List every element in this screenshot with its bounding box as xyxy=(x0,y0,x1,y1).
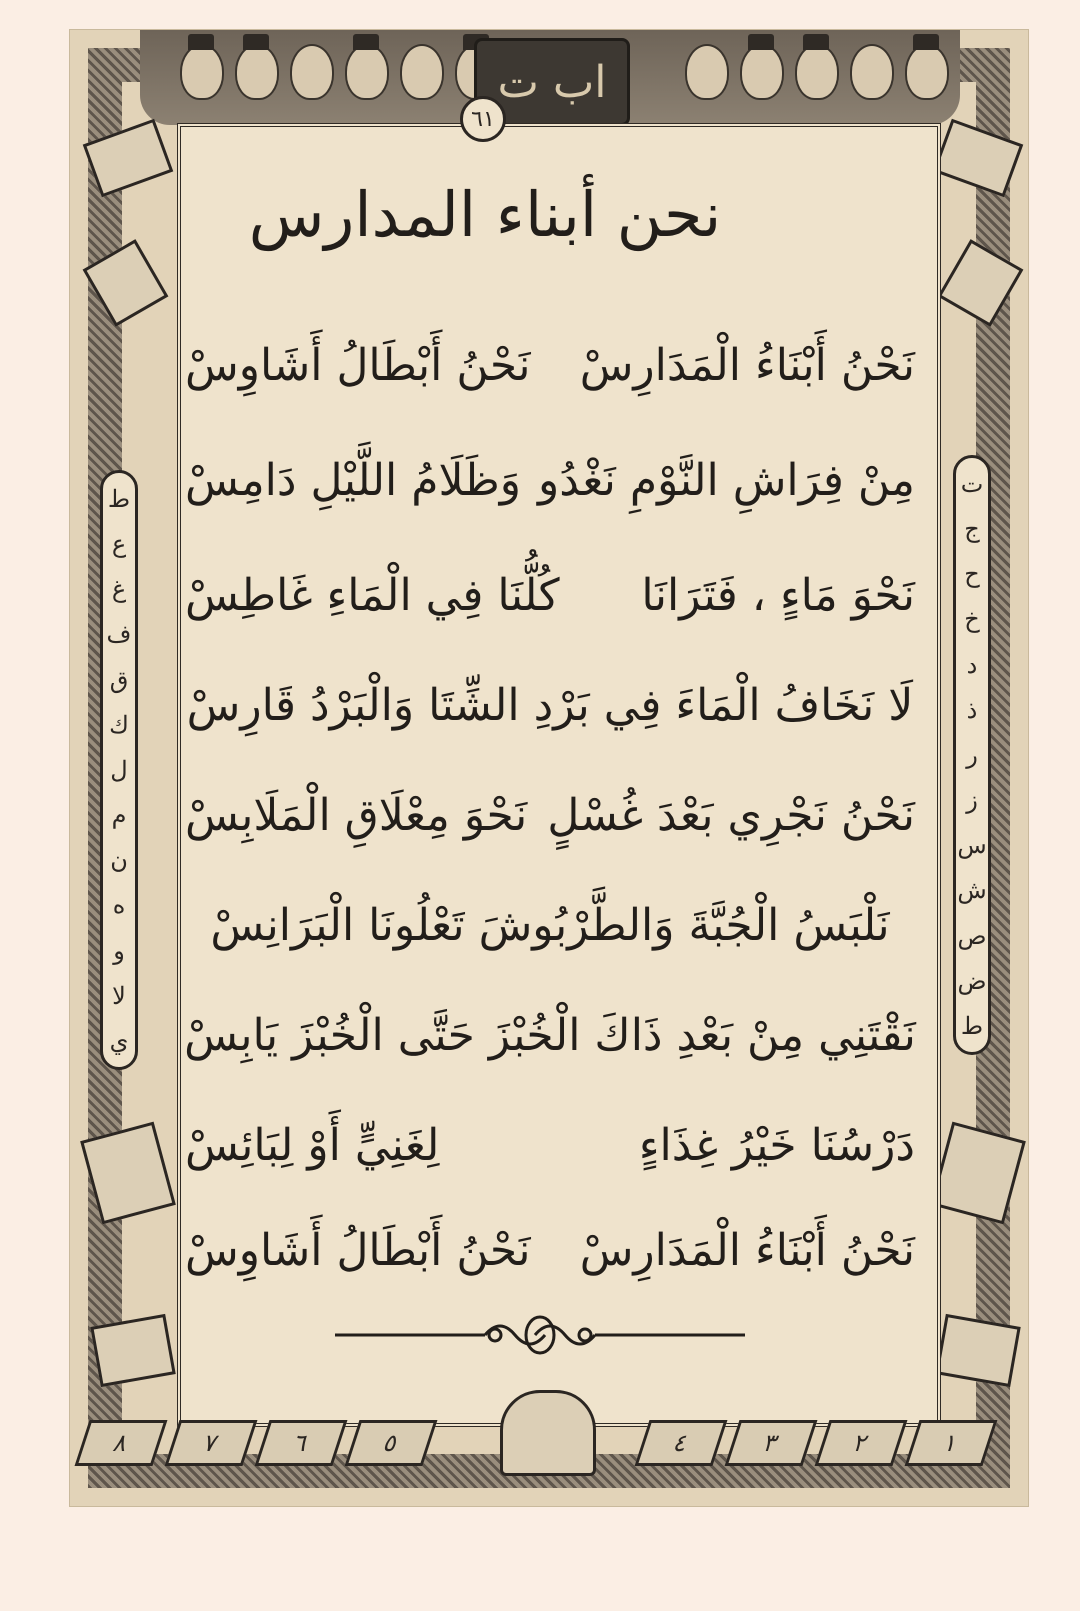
numbers-strip xyxy=(70,1400,962,1470)
number-card: ٣ xyxy=(725,1420,818,1466)
child-face-illustration xyxy=(400,44,444,100)
number-card: ٦ xyxy=(255,1420,348,1466)
poem-line-6 xyxy=(185,885,915,965)
alphabet-letter: ه xyxy=(112,891,126,920)
child-face-illustration xyxy=(850,44,894,100)
alphabet-letter: خ xyxy=(964,605,980,634)
poem-line-9-second-hemistich: نَحْنُ أَبْطَالُ أَشَاوِسْ xyxy=(185,1224,531,1276)
alphabet-letter: لا xyxy=(112,981,126,1010)
alphabet-letter: ع xyxy=(111,530,127,559)
poem-line-3-second-hemistich: كُلُّنَا فِي الْمَاءِ غَاطِسْ xyxy=(185,569,560,621)
alphabet-letter: ط xyxy=(107,485,131,513)
child-face-illustration xyxy=(180,44,224,100)
alphabet-letter: ط xyxy=(960,1011,984,1040)
child-face-illustration xyxy=(235,44,279,100)
poem-line-8 xyxy=(185,1105,915,1185)
poem-line-5-second-hemistich: نَحْوَ مِعْلَاقِ الْمَلَابِسْ xyxy=(185,789,528,841)
poem-line-8-second-hemistich: لِغَنِيٍّ أَوْ لِبَائِسْ xyxy=(185,1119,440,1171)
alphabet-letter: ح xyxy=(964,560,980,589)
ornamental-divider xyxy=(335,1312,745,1358)
child-face-illustration xyxy=(795,44,839,100)
number-card: ٧ xyxy=(165,1420,258,1466)
poem-line-4 xyxy=(185,665,915,745)
number-card: ٤ xyxy=(635,1420,728,1466)
left-alphabet-column xyxy=(100,470,138,1070)
number-card: ١ xyxy=(905,1420,998,1466)
poem-line-9-first-hemistich: نَحْنُ أَبْنَاءُ الْمَدَارِسْ xyxy=(579,1224,915,1276)
number-card: ٢ xyxy=(815,1420,908,1466)
alphabet-letter: ذ xyxy=(966,695,978,724)
poem-line-2-second-hemistich: وَظَلَامُ اللَّيْلِ دَامِسْ xyxy=(185,454,522,506)
poem-line-9 xyxy=(185,1210,915,1290)
poem-line-3-first-hemistich: نَحْوَ مَاءٍ ، فَتَرَانَا xyxy=(641,569,915,621)
alphabet-letter: ج xyxy=(964,515,980,544)
number-card: ٥ xyxy=(345,1420,438,1466)
alphabet-letter: ص xyxy=(957,921,987,950)
child-face-illustration xyxy=(685,44,729,100)
child-face-illustration xyxy=(740,44,784,100)
poem-line-4-text: لَا نَخَافُ الْمَاءَ فِي بَرْدِ الشِّتَا وَالْبَرْدُ قَارِسْ xyxy=(186,679,914,731)
alphabet-letter: ر xyxy=(966,740,978,769)
alphabet-letter: ت xyxy=(960,470,984,498)
alphabet-letter: ق xyxy=(109,665,129,694)
alphabet-plate-text: اب ت xyxy=(497,56,607,108)
child-face-illustration xyxy=(290,44,334,100)
alphabet-letter: ي xyxy=(109,1026,129,1055)
poem-line-1 xyxy=(185,325,915,405)
alphabet-letter: ش xyxy=(957,876,987,905)
notebook-doodle xyxy=(90,1314,175,1387)
poem-title: نحن أبناء المدارس xyxy=(248,178,722,251)
right-alphabet-column xyxy=(953,455,991,1055)
poem-line-3 xyxy=(185,555,915,635)
alphabet-letter: م xyxy=(111,801,127,830)
poem-line-2 xyxy=(185,440,915,520)
alphabet-letter: ز xyxy=(966,786,978,815)
poem-line-7-text: نَقْتَنِي مِنْ بَعْدِ ذَاكَ الْخُبْزَ حَتَّى الْخُبْزَ يَابِسْ xyxy=(184,1009,916,1061)
poem-line-2-first-hemistich: مِنْ فِرَاشِ النَّوْمِ نَغْدُو xyxy=(538,454,915,506)
student-figure-illustration xyxy=(500,1390,596,1476)
number-card: ٨ xyxy=(75,1420,168,1466)
notebook-doodle xyxy=(935,1314,1020,1387)
poem-line-1-first-hemistich: نَحْنُ أَبْنَاءُ الْمَدَارِسْ xyxy=(579,339,915,391)
child-face-illustration xyxy=(905,44,949,100)
poem-line-5-first-hemistich: نَحْنُ نَجْرِي بَعْدَ غُسْلٍ xyxy=(547,789,915,841)
alphabet-letter: ل xyxy=(110,755,128,784)
alphabet-letter: ك xyxy=(109,710,129,739)
page-number: ٦١ xyxy=(460,96,506,142)
alphabet-letter: غ xyxy=(111,575,127,604)
alphabet-letter: و xyxy=(113,936,125,965)
alphabet-letter: ف xyxy=(106,620,132,649)
poem-line-8-first-hemistich: دَرْسُنَا خَيْرُ غِذَاءٍ xyxy=(638,1119,915,1171)
poem-line-1-second-hemistich: نَحْنُ أَبْطَالُ أَشَاوِسْ xyxy=(185,339,531,391)
alphabet-letter: س xyxy=(957,831,987,860)
child-face-illustration xyxy=(345,44,389,100)
alphabet-letter: د xyxy=(966,650,978,679)
poem-line-7 xyxy=(185,995,915,1075)
poem-line-5 xyxy=(185,775,915,855)
alphabet-letter: ض xyxy=(957,966,987,995)
poem-line-6-text: نَلْبَسُ الْجُبَّةَ وَالطَّرْبُوشَ تَعْلُونَا الْبَرَانِسْ xyxy=(210,899,890,951)
alphabet-letter: ن xyxy=(110,846,128,875)
